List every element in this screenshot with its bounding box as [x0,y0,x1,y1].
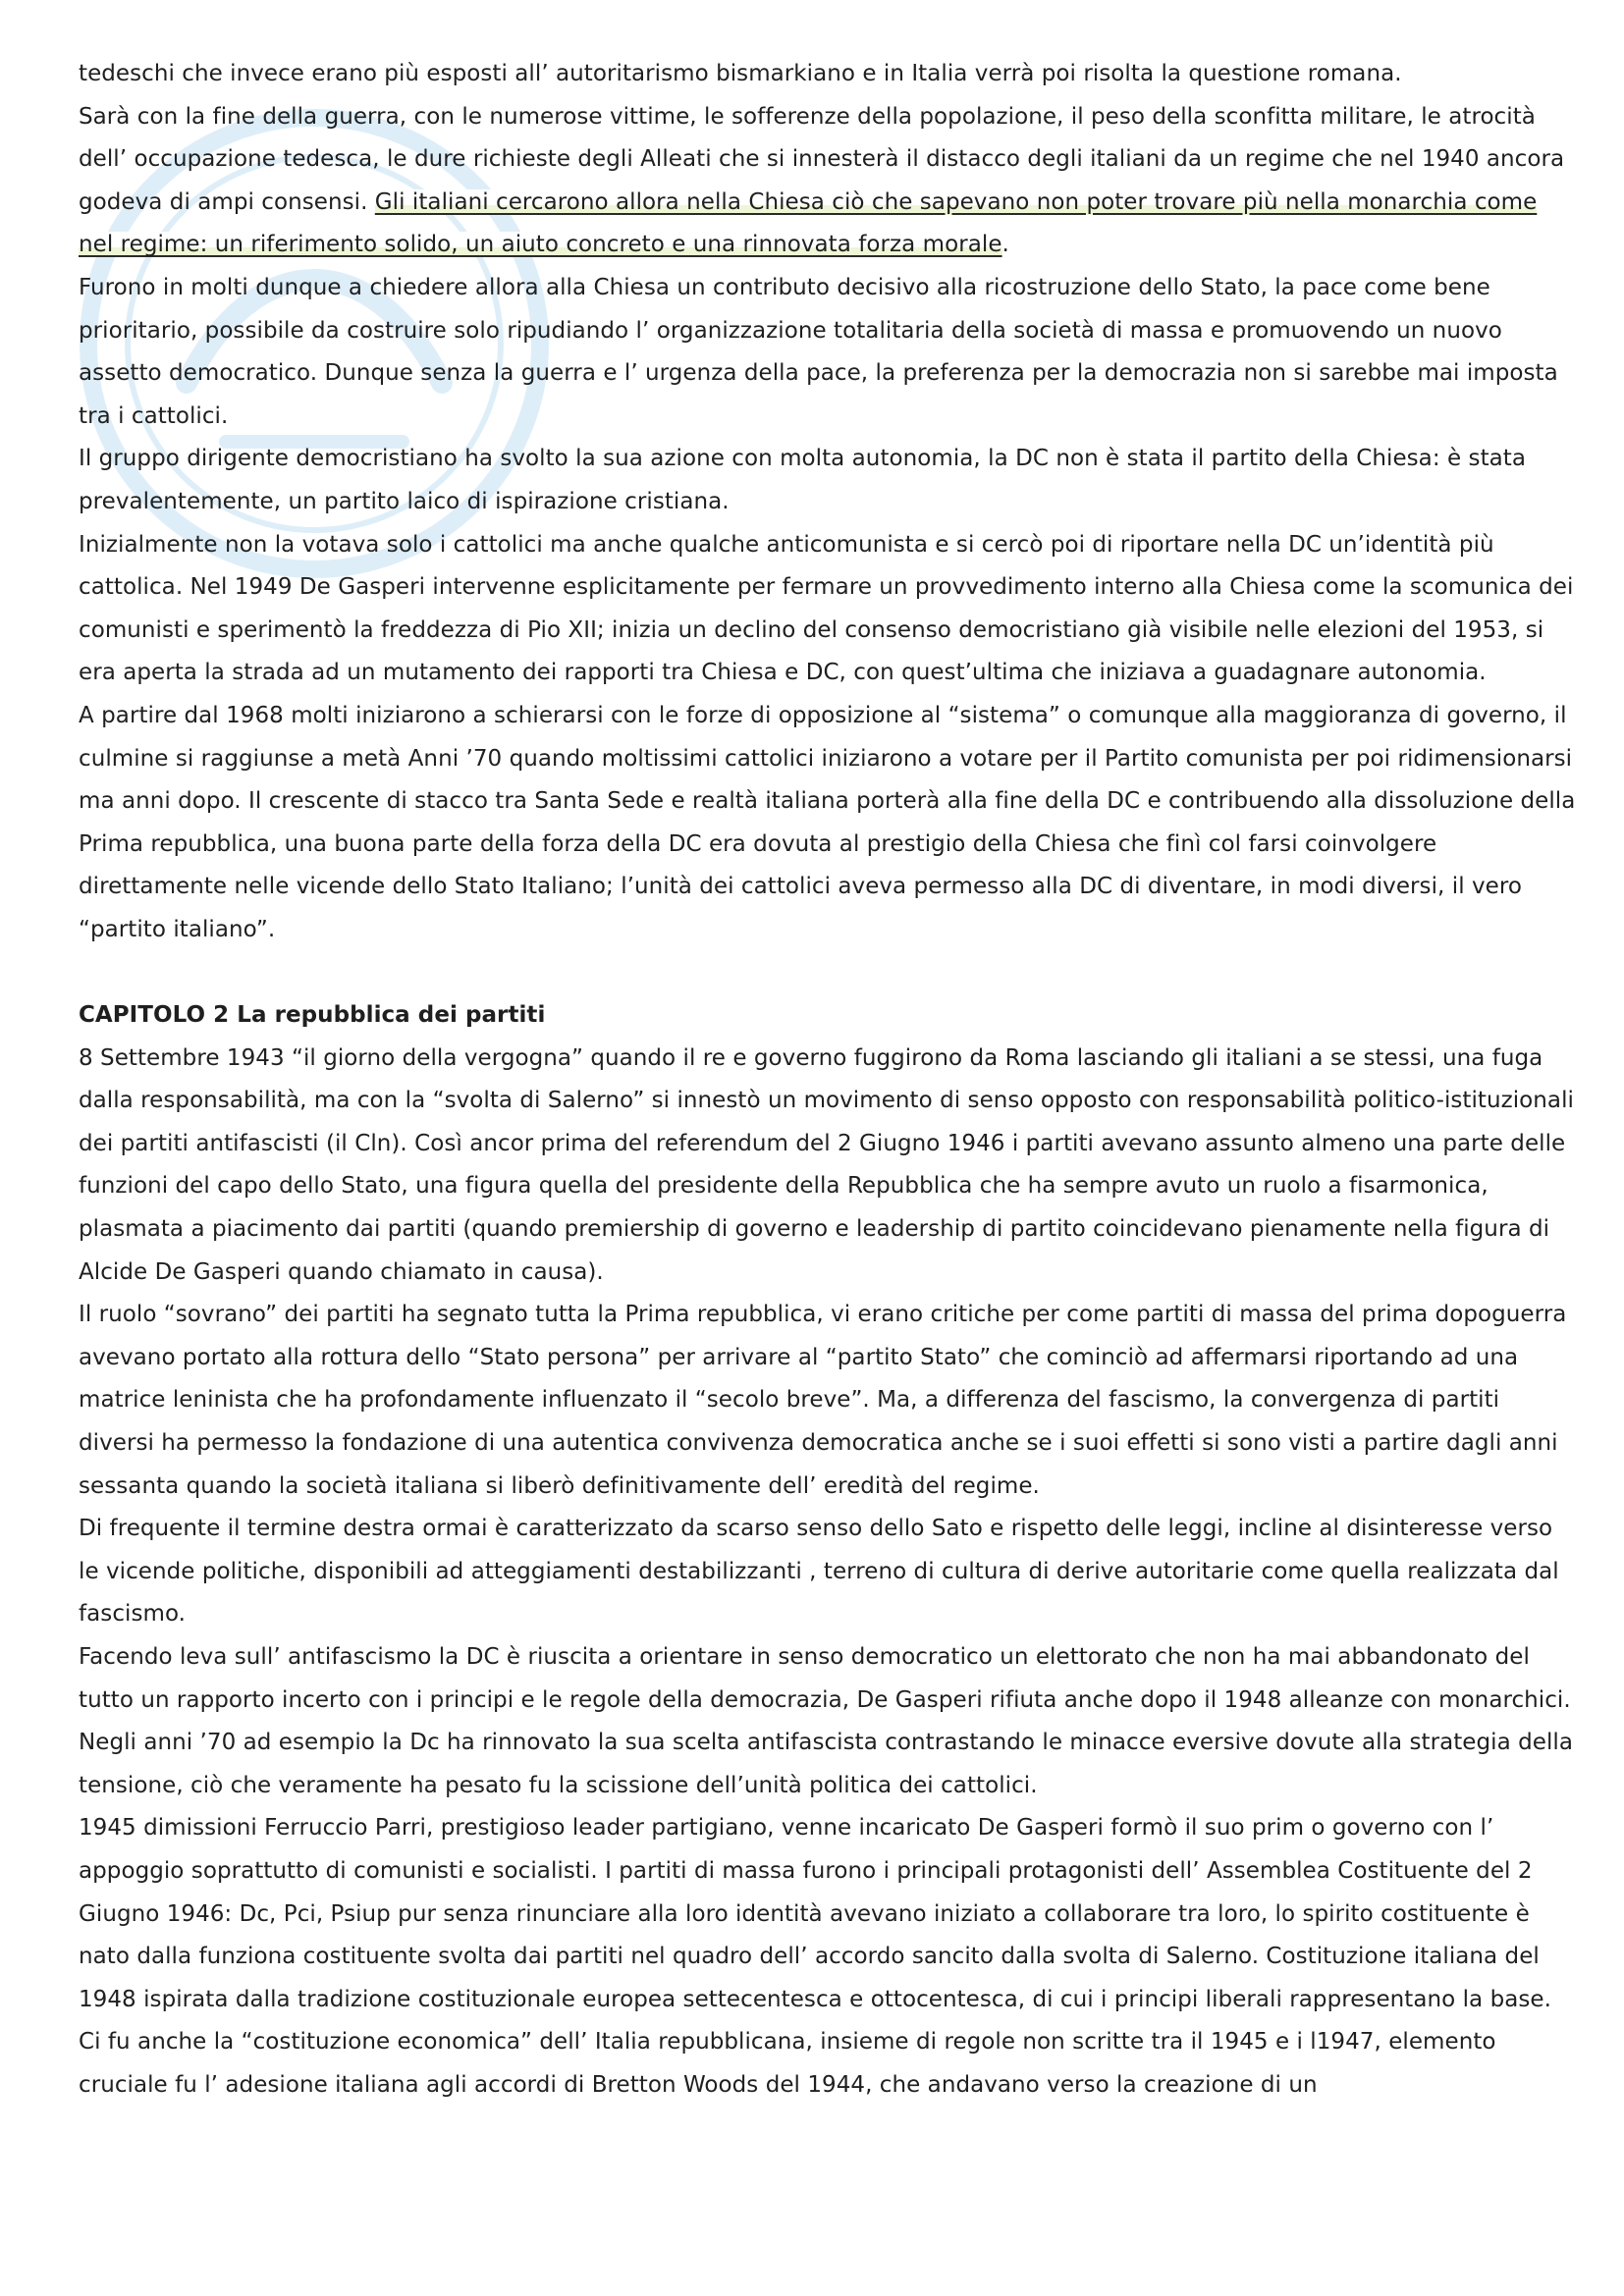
paragraph-spacer [79,951,1577,994]
paragraph-12: Ci fu anche la “costituzione economica” dell’ Italia repubblicana, insieme di regole non scritte tra il 1945 e i l1947, elemento cruciale fu l’ adesione italiana agli accordi di Bretton Woods del 1944, che andavano verso la creazione di un [79,2029,1496,2098]
paragraph-2 [79,96,1577,267]
paragraph-6: A partire dal 1968 molti iniziarono a schierarsi con le forze di opposizione al “sistema” o comunque alla maggioranza di governo, il culmine si raggiunse a metà Anni ’70 quando moltissimi cattolici iniziarono a votare per il Partito comunista per poi ridimensionarsi ma anni dopo. Il crescente di stacco tra Santa Sede e realtà italiana porterà alla fine della DC e contribuendo alla dissoluzione della Prima repubblica, una buona parte della forza della DC era dovuta al prestigio della Chiesa che finì col farsi coinvolgere direttamente nelle vicende dello Stato Italiano; l’unità dei cattolici aveva permesso alla DC di diventare, in modi diversi, il vero “partito italiano”. [79,702,1576,942]
document-page [79,53,1577,2108]
paragraph-3: Furono in molti dunque a chiedere allora alla Chiesa un contributo decisivo alla ricostruzione dello Stato, la pace come bene prioritario, possibile da costruire solo ripudiando l’ organizzazione totalitaria della società di massa e promuovendo un nuovo assetto democratico. Dunque senza la guerra e l’ urgenza della pace, la preferenza per la democrazia non si sarebbe mai imposta tra i cattolici. [79,274,1558,429]
paragraph-2-text: Sarà con la fine della guerra, con le numerose vittime, le sofferenze della popolazione, il peso della sconfitta militare, le atrocità dell’ occupazione tedesca, le dure richieste degli Alleati che si innesterà il distacco degli italiani da un regime che nel 1940 ancora godeva di ampi consensi. [79,103,1565,215]
paragraph-9: Di frequente il termine destra ormai è caratterizzato da scarso senso dello Sato e rispetto delle leggi, incline al disinteresse verso le vicende politiche, disponibili ad atteggiamenti destabilizzanti , terreno di cultura di derive autoritarie come quella realizzata dal fascismo. [79,1516,1559,1628]
highlighted-sentence: Gli italiani cercarono allora nella Chiesa ciò che sapevano non poter trovare più nella monarchia come nel regime: un riferimento solido, un aiuto concreto e una rinnovata forza morale [79,188,1538,258]
paragraph-7: 8 Settembre 1943 “il giorno della vergogna” quando il re e governo fuggirono da Roma lasciando gli italiani a se stessi, una fuga dalla responsabilità, ma con la “svolta di Salerno” si innestò un movimento di senso opposto con responsabilità politico-istituzionali dei partiti antifascisti (il Cln). Così ancor prima del referendum del 2 Giugno 1946 i partiti avevano assunto almeno una parte delle funzioni del capo dello Stato, una figura quella del presidente della Repubblica che ha sempre avuto un ruolo a fisarmonica, plasmata a piacimento dai partiti (quando premiership di governo e leadership di partito coincidevano pienamente nella figura di Alcide De Gasperi quando chiamato in causa). [79,1044,1574,1285]
paragraph-2-end: . [1001,232,1009,258]
paragraph-8: Il ruolo “sovrano” dei partiti ha segnato tutta la Prima repubblica, vi erano critiche per come partiti di massa del prima dopoguerra avevano portato alla rottura dello “Stato persona” per arrivare al “partito Stato” che cominciò ad affermarsi riportando ad una matrice leninista che ha profondamente influenzato il “secolo breve”. Ma, a differenza del fascismo, la convergenza di partiti diversi ha permesso la fondazione di una autentica convivenza democratica anche se i suoi effetti si sono visti a partire dagli anni sessanta quando la società italiana si liberò definitivamente dell’ eredità del regime. [79,1302,1567,1499]
paragraph-10: Facendo leva sull’ antifascismo la DC è riuscita a orientare in senso democratico un elettorato che non ha mai abbandonato del tutto un rapporto incerto con i principi e le regole della democrazia, De Gasperi rifiuta anche dopo il 1948 alleanze con monarchici. Negli anni ’70 ad esempio la Dc ha rinnovato la sua scelta antifascista contrastando le minacce eversive dovute alla strategia della tensione, ciò che veramente ha pesato fu la scissione dell’unità politica dei cattolici. [79,1643,1573,1798]
paragraph-5: Inizialmente non la votava solo i cattolici ma anche qualche anticomunista e si cercò poi di riportare nella DC un’identità più cattolica. Nel 1949 De Gasperi intervenne esplicitamente per fermare un provvedimento interno alla Chiesa come la scomunica dei comunisti e sperimentò la freddezza di Pio XII; inizia un declino del consenso democristiano già visibile nelle elezioni del 1953, si era aperta la strada ad un mutamento dei rapporti tra Chiesa e DC, con quest’ultima che iniziava a guadagnare autonomia. [79,531,1574,686]
chapter-heading: CAPITOLO 2 La repubblica dei partiti [79,1002,546,1029]
paragraph-11: 1945 dimissioni Ferruccio Parri, prestigioso leader partigiano, venne incaricato De Gasperi formò il suo prim o governo con l’ appoggio soprattutto di comunisti e socialisti. I partiti di massa furono i principali protagonisti dell’ Assemblea Costituente del 2 Giugno 1946: Dc, Pci, Psiup pur senza rinunciare alla loro identità avevano iniziato a collaborare tra loro, lo spirito costituente è nato dalla funziona costituente svolta dai partiti nel quadro dell’ accordo sancito dalla svolta di Salerno. Costituzione italiana del 1948 ispirata dalla tradizione costituzionale europea settecentesca e ottocentesca, di cui i principi liberali rappresentano la base. [79,1815,1551,2012]
paragraph-1: tedeschi che invece erano più esposti all’ autoritarismo bismarkiano e in Italia verrà poi risolta la questione romana. [79,61,1402,86]
paragraph-4: Il gruppo dirigente democristiano ha svolto la sua azione con molta autonomia, la DC non è stata il partito della Chiesa: è stata prevalentemente, un partito laico di ispirazione cristiana. [79,446,1527,514]
